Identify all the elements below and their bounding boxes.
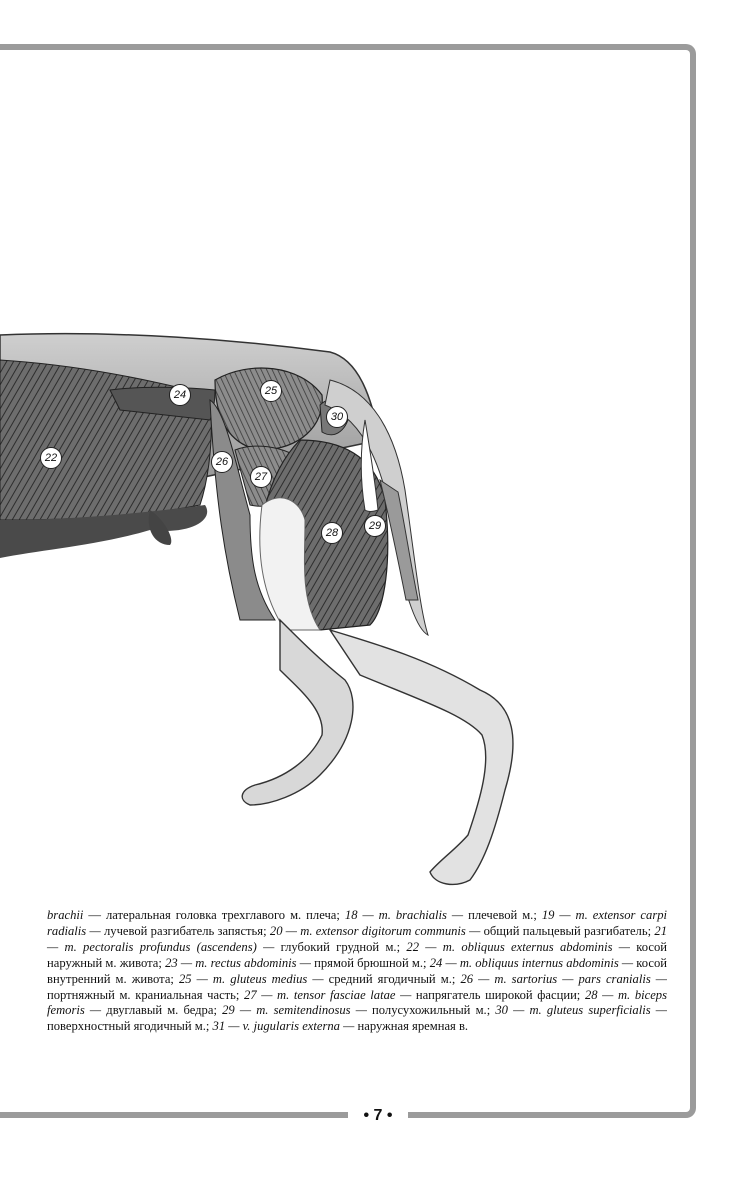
caption-text: прямой брюшной м.; [310, 955, 430, 970]
caption-text: средний ягодичный м.; [323, 971, 461, 986]
caption-latin-term: 21 — m. pectoralis profundus (ascendens) — [47, 923, 667, 954]
caption-latin-term: 19 — m. extensor carpi radialis — [47, 908, 668, 938]
anatomy-illustration [0, 300, 755, 900]
callout-24: 24 [169, 384, 191, 406]
caption-latin-term: 26 — m. sartorius — pars cranialis — [460, 971, 667, 986]
caption-text: напрягатель широкой фасции; [411, 987, 585, 1002]
caption-latin-term: brachii [47, 908, 84, 922]
caption-text: лучевой разгибатель запястья; [100, 923, 270, 938]
caption-text: — латеральная головка трехглавого м. плеча; [83, 908, 345, 922]
caption-latin-term: 30 — m. gluteus superficialis — [495, 1003, 667, 1018]
caption-text: общий пальцевый разгибатель; [480, 923, 655, 938]
caption-text: косой внутренний м. живота; [47, 955, 667, 986]
caption-text: двуглавый м. бедра; [101, 1003, 223, 1018]
callout-28: 28 [321, 522, 343, 544]
caption-latin-term: 24 — m. obliquus internus abdominis — [429, 955, 634, 970]
caption-text: плечевой м.; [463, 908, 542, 922]
caption-latin-term: 22 — m. obliquus externus abdominis — [406, 939, 630, 954]
caption-latin-term: 18 — m. brachialis — [344, 908, 464, 922]
caption-latin-term: 27 — m. tensor fasciae latae — [244, 987, 412, 1002]
caption-text: поверхностный ягодичный м.; [47, 1019, 213, 1034]
callout-27: 27 [250, 466, 272, 488]
caption-text: наружная яремная в. [354, 1019, 469, 1034]
figure-caption [47, 908, 667, 1035]
caption-latin-term: 31 — v. jugularis externa — [212, 1019, 355, 1034]
caption-text: полусухожильный м.; [366, 1003, 496, 1018]
callout-29: 29 [364, 515, 386, 537]
caption-latin-term: 23 — m. rectus abdominis — [165, 955, 311, 970]
caption-latin-term: 20 — m. extensor digitorum communis — [269, 923, 481, 938]
caption-latin-term: 25 — m. gluteus medius — [178, 971, 324, 986]
caption-text: косой наружный м. живота; [47, 939, 668, 970]
caption-text: портняжный м. краниальная часть; [47, 987, 245, 1002]
callout-26: 26 [211, 451, 233, 473]
caption-latin-term: 28 — m. biceps femoris — [47, 987, 667, 1018]
callout-30: 30 [326, 406, 348, 428]
callout-22: 22 [40, 447, 62, 469]
caption-latin-term: 29 — m. semitendinosus — [222, 1003, 367, 1018]
caption-text: глубокий грудной м.; [274, 939, 407, 954]
page-number: • 7 • [348, 1104, 408, 1128]
callout-25: 25 [260, 380, 282, 402]
